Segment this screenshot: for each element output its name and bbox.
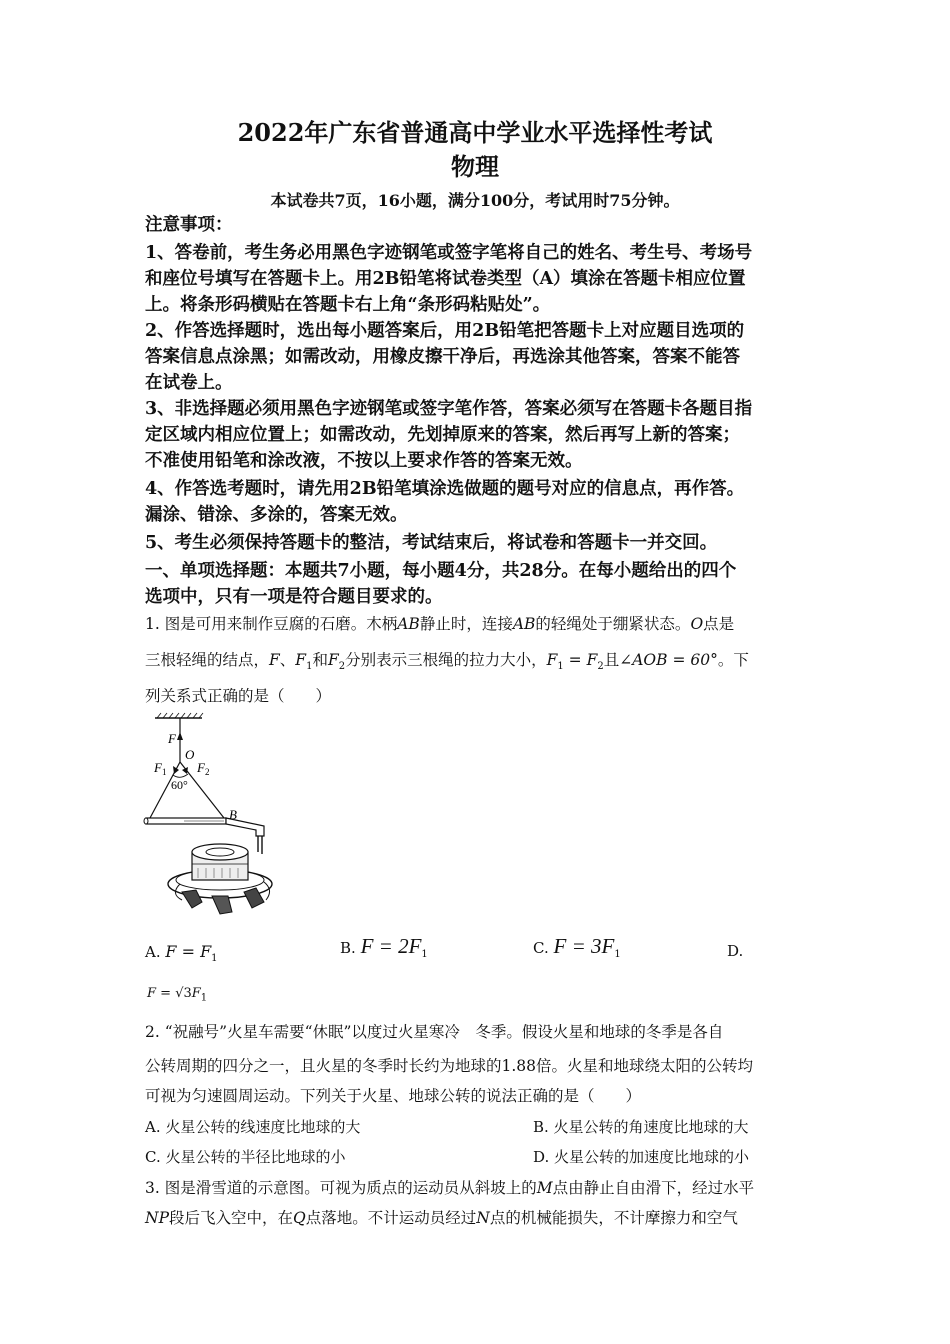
label-b: B [229, 807, 237, 822]
notes-line: 4、作答选考题时，请先用2B铅笔填涂选做题的题号对应的信息点，再作答。 [145, 479, 745, 499]
q1-option-d[interactable]: D. [727, 942, 744, 960]
stone-mill-figure [140, 712, 280, 922]
q1-option-d-expression: $F = √3F_1$ [147, 986, 208, 1004]
q2-option-d[interactable]: D. 火星公转的加速度比地球的小 [533, 1148, 750, 1166]
q3-stem-line1: 3. 图是滑雪道的示意图。可视为质点的运动员从斜坡上的M点由静止自由滑下，经过水平 [145, 1179, 755, 1197]
notes-line: 在试卷上。 [145, 373, 233, 393]
notes-line: 1、答卷前，考生务必用黑色字迹钢笔或签字笔将自己的姓名、考生号、考场号 [145, 243, 753, 263]
notes-line: 上。将条形码横贴在答题卡右上角“条形码粘贴处”。 [145, 295, 551, 315]
notes-line: 和座位号填写在答题卡上。用2B铅笔将试卷类型（A）填涂在答题卡相应位置 [145, 269, 746, 289]
q1-option-b[interactable]: B. $F = 2F_1$ [340, 934, 428, 960]
section-heading: 一、单项选择题：本题共7小题，每小题4分，共28分。在每小题给出的四个 [145, 561, 737, 581]
notes-line: 定区域内相应位置上；如需改动，先划掉原来的答案，然后再写上新的答案； [145, 425, 740, 445]
q2-option-a[interactable]: A. 火星公转的线速度比地球的大 [145, 1118, 361, 1136]
q1-option-a[interactable]: A. $F = F_1$ [145, 942, 218, 964]
notes-line: 3、非选择题必须用黑色字迹钢笔或签字笔作答，答案必须写在答题卡各题目指 [145, 399, 753, 419]
label-f1: $F_1$ [154, 760, 167, 777]
section-heading: 选项中，只有一项是符合题目要求的。 [145, 587, 443, 607]
label-f2: $F_2$ [197, 760, 210, 777]
notes-line: 5、考生必须保持答题卡的整洁，考试结束后，将试卷和答题卡一并交回。 [145, 533, 718, 553]
q2-stem-line: 公转周期的四分之一，且火星的冬季时长约为地球的1.88倍。火星和地球绕太阳的公转均 [145, 1057, 754, 1075]
notes-line: 不准使用铅笔和涂改液，不按以上要求作答的答案无效。 [145, 451, 583, 471]
q1-stem-line3: 列关系式正确的是（ ） [145, 687, 332, 705]
label-o: O [185, 747, 195, 762]
q2-stem-line: 2. “祝融号”火星车需要“休眠”以度过火星寒冷 冬季。假设火星和地球的冬季是各自 [145, 1023, 724, 1041]
exam-title: 2022年广东省普通高中学业水平选择性考试 [237, 118, 713, 147]
q1-option-c[interactable]: C. $F = 3F_1$ [533, 934, 621, 960]
notes-line: 答案信息点涂黑；如需改动，用橡皮擦干净后，再选涂其他答案，答案不能答 [145, 347, 740, 367]
q1-stem-line2: 三根轻绳的结点，F、$F_1$和$F_2$分别表示三根绳的拉力大小，$F_1 = F_2$且∠AOB = 60°。下 [145, 651, 749, 673]
exam-info: 本试卷共7页，16小题，满分100分，考试用时75分钟。 [270, 191, 680, 210]
notes-heading: 注意事项： [145, 215, 233, 235]
q2-option-b[interactable]: B. 火星公转的角速度比地球的大 [533, 1118, 749, 1136]
exam-subject: 物理 [451, 152, 499, 181]
q2-stem-line: 可视为匀速圆周运动。下列关于火星、地球公转的说法正确的是（ ） [145, 1087, 642, 1105]
notes-line: 漏涂、错涂、多涂的，答案无效。 [145, 505, 408, 525]
notes-line: 2、作答选择题时，选出每小题答案后，用2B铅笔把答题卡上对应题目选项的 [145, 321, 745, 341]
q3-stem-line2: NP段后飞入空中，在Q点落地。不计运动员经过N点的机械能损失，不计摩擦力和空气 [145, 1209, 738, 1227]
q1-stem-line1: 1. 图是可用来制作豆腐的石磨。木柄AB静止时，连接AB的轻绳处于绷紧状态。O点是 [145, 615, 735, 633]
q2-option-c[interactable]: C. 火星公转的半径比地球的小 [145, 1148, 346, 1166]
label-f: F [168, 731, 176, 746]
label-angle: 60° [171, 778, 188, 792]
